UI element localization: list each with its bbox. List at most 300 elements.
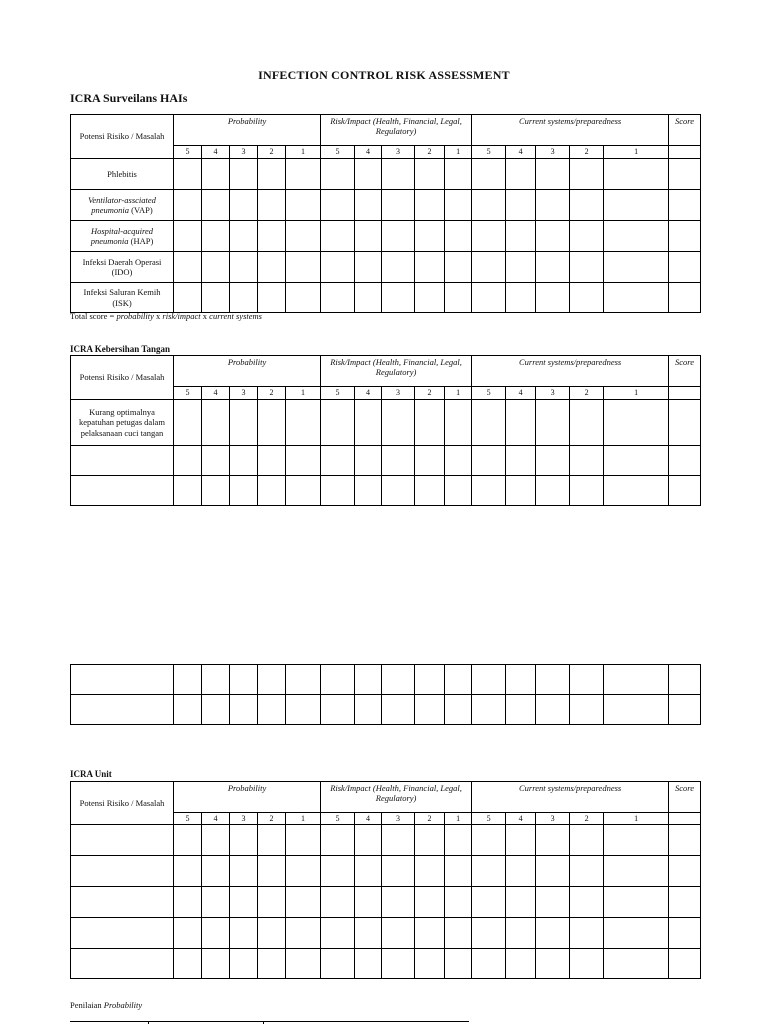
rating-cell[interactable] (445, 221, 472, 252)
rating-cell[interactable] (230, 400, 258, 446)
scale-value: 1 (604, 387, 669, 400)
rating-cell[interactable] (230, 918, 258, 949)
rating-cell[interactable] (230, 887, 258, 918)
rating-cell[interactable] (230, 665, 258, 695)
rating-cell[interactable] (472, 695, 506, 725)
rating-cell[interactable] (445, 665, 472, 695)
rating-cell[interactable] (604, 252, 669, 283)
rating-cell[interactable] (355, 856, 382, 887)
rating-cell[interactable] (445, 825, 472, 856)
rating-cell[interactable] (202, 446, 230, 476)
scale-value: 3 (536, 387, 570, 400)
rating-cell[interactable] (472, 190, 506, 221)
rating-cell[interactable] (570, 252, 604, 283)
rating-cell[interactable] (445, 252, 472, 283)
rating-cell[interactable] (382, 446, 415, 476)
rating-cell[interactable] (472, 476, 506, 506)
rating-cell[interactable] (202, 665, 230, 695)
scale-value: 2 (415, 146, 445, 159)
rating-cell[interactable] (570, 887, 604, 918)
rating-cell[interactable] (472, 283, 506, 313)
rating-cell[interactable] (382, 695, 415, 725)
row-label (71, 887, 174, 918)
rating-cell[interactable] (472, 825, 506, 856)
rating-cell[interactable] (355, 476, 382, 506)
rating-cell[interactable] (506, 221, 536, 252)
rating-cell[interactable] (604, 190, 669, 221)
rating-cell[interactable] (604, 159, 669, 190)
rating-cell[interactable] (604, 221, 669, 252)
row-label (71, 695, 174, 725)
rating-cell[interactable] (415, 887, 445, 918)
scale-value: 4 (202, 387, 230, 400)
footer-probability: Probability (103, 1000, 143, 1010)
score-cell[interactable] (669, 283, 701, 313)
score-cell[interactable] (669, 825, 701, 856)
rating-cell[interactable] (202, 252, 230, 283)
rating-cell[interactable] (258, 159, 286, 190)
rating-cell[interactable] (382, 400, 415, 446)
rating-cell[interactable] (321, 159, 355, 190)
rating-cell[interactable] (570, 446, 604, 476)
rating-cell[interactable] (570, 665, 604, 695)
rating-cell[interactable] (570, 856, 604, 887)
rating-cell[interactable] (445, 856, 472, 887)
rating-cell[interactable] (258, 221, 286, 252)
rating-cell[interactable] (258, 476, 286, 506)
rating-cell[interactable] (536, 159, 570, 190)
scale-value: 2 (415, 813, 445, 825)
rating-cell[interactable] (604, 887, 669, 918)
rating-cell[interactable] (445, 695, 472, 725)
score-subheader (669, 813, 701, 825)
rating-cell[interactable] (506, 252, 536, 283)
rating-cell[interactable] (355, 159, 382, 190)
rating-cell[interactable] (536, 221, 570, 252)
rating-cell[interactable] (382, 887, 415, 918)
rating-cell[interactable] (506, 918, 536, 949)
rating-cell[interactable] (286, 918, 321, 949)
rating-cell[interactable] (445, 476, 472, 506)
header-score: Score (669, 356, 701, 387)
score-cell[interactable] (669, 887, 701, 918)
rating-cell[interactable] (472, 918, 506, 949)
rating-cell[interactable] (570, 918, 604, 949)
rating-cell[interactable] (472, 949, 506, 979)
rating-cell[interactable] (174, 446, 202, 476)
rating-cell[interactable] (286, 825, 321, 856)
rating-cell[interactable] (415, 695, 445, 725)
row-label (71, 665, 174, 695)
rating-cell[interactable] (321, 949, 355, 979)
rating-cell[interactable] (355, 252, 382, 283)
rating-cell[interactable] (230, 476, 258, 506)
scale-value: 2 (415, 387, 445, 400)
header-probability: Probability (174, 115, 321, 146)
rating-cell[interactable] (321, 856, 355, 887)
rating-cell[interactable] (536, 949, 570, 979)
rating-cell[interactable] (506, 283, 536, 313)
rating-cell[interactable] (604, 825, 669, 856)
rating-cell[interactable] (506, 446, 536, 476)
section-title-surveilans: ICRA Surveilans HAIs (70, 91, 188, 105)
rating-cell[interactable] (321, 695, 355, 725)
rating-cell[interactable] (286, 695, 321, 725)
rating-cell[interactable] (286, 400, 321, 446)
scale-value: 5 (321, 146, 355, 159)
scale-value: 4 (355, 387, 382, 400)
rating-cell[interactable] (258, 665, 286, 695)
rating-cell[interactable] (415, 856, 445, 887)
rating-cell[interactable] (472, 252, 506, 283)
rating-cell[interactable] (230, 283, 258, 313)
rating-cell[interactable] (536, 825, 570, 856)
header-probability: Probability (174, 782, 321, 813)
rating-cell[interactable] (415, 949, 445, 979)
rating-cell[interactable] (202, 221, 230, 252)
rating-cell[interactable] (604, 949, 669, 979)
rating-cell[interactable] (174, 695, 202, 725)
rating-cell[interactable] (230, 949, 258, 979)
rating-cell[interactable] (570, 476, 604, 506)
rating-cell[interactable] (202, 476, 230, 506)
rating-cell[interactable] (415, 252, 445, 283)
rating-cell[interactable] (355, 446, 382, 476)
rating-cell[interactable] (202, 949, 230, 979)
rating-cell[interactable] (536, 400, 570, 446)
rating-cell[interactable] (415, 190, 445, 221)
score-cell[interactable] (669, 400, 701, 446)
rating-cell[interactable] (570, 400, 604, 446)
row-suffix: (VAP) (129, 205, 153, 215)
rating-cell[interactable] (321, 252, 355, 283)
rating-cell[interactable] (258, 949, 286, 979)
rating-cell[interactable] (321, 400, 355, 446)
row-text: Hospital-acquired pneumonia (90, 225, 153, 246)
scale-value: 2 (258, 146, 286, 159)
row-label (71, 856, 174, 887)
rating-cell[interactable] (604, 918, 669, 949)
rating-cell[interactable] (202, 190, 230, 221)
rating-cell[interactable] (286, 665, 321, 695)
rating-cell[interactable] (570, 695, 604, 725)
row-label (71, 825, 174, 856)
rating-cell[interactable] (604, 446, 669, 476)
rating-cell[interactable] (506, 159, 536, 190)
rating-cell[interactable] (258, 252, 286, 283)
rating-cell[interactable] (536, 695, 570, 725)
probability-assessment-label (70, 1000, 142, 1010)
rating-cell[interactable] (174, 190, 202, 221)
scale-value: 4 (506, 387, 536, 400)
rating-cell[interactable] (536, 665, 570, 695)
rating-cell[interactable] (230, 825, 258, 856)
rating-cell[interactable] (286, 856, 321, 887)
section-title-kebersihan: ICRA Kebersihan Tangan (70, 344, 171, 354)
score-cell[interactable] (669, 252, 701, 283)
row-label (71, 918, 174, 949)
rating-cell[interactable] (321, 221, 355, 252)
rating-cell[interactable] (382, 856, 415, 887)
rating-cell[interactable] (202, 825, 230, 856)
rating-cell[interactable] (382, 665, 415, 695)
rating-cell[interactable] (382, 190, 415, 221)
scale-value: 2 (570, 813, 604, 825)
scale-value: 4 (355, 813, 382, 825)
footer-prefix: Penilaian (70, 1000, 104, 1010)
rating-cell[interactable] (230, 221, 258, 252)
header-score: Score (669, 115, 701, 146)
rating-cell[interactable] (202, 887, 230, 918)
rating-cell[interactable] (415, 283, 445, 313)
rating-cell[interactable] (536, 252, 570, 283)
rating-cell[interactable] (230, 190, 258, 221)
rating-cell[interactable] (286, 221, 321, 252)
rating-cell[interactable] (258, 856, 286, 887)
rating-cell[interactable] (286, 949, 321, 979)
document-title: INFECTION CONTROL RISK ASSESSMENT (258, 68, 510, 82)
rating-cell[interactable] (445, 446, 472, 476)
scale-value: 1 (286, 387, 321, 400)
scale-value: 1 (445, 146, 472, 159)
rating-cell[interactable] (570, 190, 604, 221)
rating-cell[interactable] (415, 665, 445, 695)
rating-cell[interactable] (415, 221, 445, 252)
scale-value: 3 (382, 146, 415, 159)
rating-cell[interactable] (506, 887, 536, 918)
rating-cell[interactable] (355, 400, 382, 446)
rating-cell[interactable] (506, 665, 536, 695)
header-current-systems: Current systems/preparedness (472, 356, 669, 387)
rating-cell[interactable] (445, 887, 472, 918)
rating-cell[interactable] (355, 887, 382, 918)
rating-cell[interactable] (321, 446, 355, 476)
rating-cell[interactable] (174, 159, 202, 190)
rating-cell[interactable] (382, 159, 415, 190)
rating-cell[interactable] (415, 825, 445, 856)
header-risk-impact: Risk/Impact (Health, Financial, Legal, Regulatory) (321, 782, 472, 813)
rating-cell[interactable] (506, 949, 536, 979)
rating-cell[interactable] (258, 446, 286, 476)
rating-cell[interactable] (258, 695, 286, 725)
rating-cell[interactable] (472, 665, 506, 695)
rating-cell[interactable] (202, 283, 230, 313)
rating-cell[interactable] (472, 221, 506, 252)
score-cell[interactable] (669, 190, 701, 221)
rating-cell[interactable] (321, 476, 355, 506)
rating-cell[interactable] (355, 190, 382, 221)
rating-cell[interactable] (506, 695, 536, 725)
rating-cell[interactable] (382, 252, 415, 283)
row-text: Infeksi Daerah Operasi (IDO) (82, 256, 162, 277)
rating-cell[interactable] (472, 400, 506, 446)
rating-cell[interactable] (415, 476, 445, 506)
rating-cell[interactable] (604, 695, 669, 725)
rating-cell[interactable] (472, 856, 506, 887)
score-cell[interactable] (669, 695, 701, 725)
rating-cell[interactable] (445, 159, 472, 190)
header-score: Score (669, 782, 701, 813)
score-cell[interactable] (669, 856, 701, 887)
rating-cell[interactable] (286, 252, 321, 283)
rating-cell[interactable] (445, 190, 472, 221)
rating-cell[interactable] (202, 400, 230, 446)
row-suffix: (HAP) (128, 236, 154, 246)
rating-cell[interactable] (604, 476, 669, 506)
rating-cell[interactable] (321, 825, 355, 856)
rating-cell[interactable] (258, 190, 286, 221)
rating-cell[interactable] (536, 856, 570, 887)
rating-cell[interactable] (355, 949, 382, 979)
rating-cell[interactable] (415, 159, 445, 190)
row-label (71, 476, 174, 506)
note-risk: risk/impact (162, 311, 201, 321)
rating-cell[interactable] (536, 190, 570, 221)
rating-cell[interactable] (230, 446, 258, 476)
note-probability: probability (116, 311, 154, 321)
rating-cell[interactable] (536, 446, 570, 476)
rating-cell[interactable] (174, 400, 202, 446)
rating-cell[interactable] (382, 825, 415, 856)
rating-cell[interactable] (258, 887, 286, 918)
score-cell[interactable] (669, 665, 701, 695)
rating-cell[interactable] (355, 695, 382, 725)
rating-cell[interactable] (506, 476, 536, 506)
rating-cell[interactable] (286, 476, 321, 506)
rating-cell[interactable] (174, 221, 202, 252)
rating-cell[interactable] (174, 887, 202, 918)
rating-cell[interactable] (506, 825, 536, 856)
rating-cell[interactable] (174, 665, 202, 695)
rating-cell[interactable] (382, 476, 415, 506)
rating-cell[interactable] (570, 825, 604, 856)
rating-cell[interactable] (415, 446, 445, 476)
score-cell[interactable] (669, 446, 701, 476)
scale-value: 5 (321, 813, 355, 825)
rating-cell[interactable] (174, 252, 202, 283)
rating-cell[interactable] (536, 887, 570, 918)
score-subheader (669, 387, 701, 400)
rating-cell[interactable] (355, 665, 382, 695)
rating-cell[interactable] (415, 918, 445, 949)
scale-value: 5 (472, 387, 506, 400)
rating-cell[interactable] (506, 400, 536, 446)
rating-cell[interactable] (202, 856, 230, 887)
score-cell[interactable] (669, 159, 701, 190)
rating-cell[interactable] (174, 949, 202, 979)
note-x1: x (153, 311, 163, 321)
rating-cell[interactable] (445, 949, 472, 979)
rating-cell[interactable] (286, 887, 321, 918)
rating-cell[interactable] (382, 918, 415, 949)
header-risk-impact: Risk/Impact (Health, Financial, Legal, Regulatory) (321, 356, 472, 387)
rating-cell[interactable] (415, 400, 445, 446)
rating-cell[interactable] (570, 159, 604, 190)
rating-cell[interactable] (286, 283, 321, 313)
scale-value: 3 (536, 146, 570, 159)
rating-cell[interactable] (286, 159, 321, 190)
score-cell[interactable] (669, 476, 701, 506)
scale-value: 4 (506, 146, 536, 159)
rating-cell[interactable] (506, 190, 536, 221)
rating-cell[interactable] (604, 283, 669, 313)
rating-cell[interactable] (445, 283, 472, 313)
rating-cell[interactable] (604, 665, 669, 695)
rating-cell[interactable] (355, 825, 382, 856)
rating-cell[interactable] (202, 918, 230, 949)
rating-cell[interactable] (202, 159, 230, 190)
scale-value: 5 (321, 387, 355, 400)
rating-cell[interactable] (536, 283, 570, 313)
rating-cell[interactable] (382, 949, 415, 979)
row-text: Phlebitis (107, 168, 137, 179)
rating-cell[interactable] (230, 695, 258, 725)
scale-value: 4 (202, 813, 230, 825)
rating-cell[interactable] (174, 856, 202, 887)
rating-cell[interactable] (174, 825, 202, 856)
scale-value: 5 (174, 146, 202, 159)
rating-cell[interactable] (321, 918, 355, 949)
scale-value: 2 (570, 146, 604, 159)
rating-cell[interactable] (355, 918, 382, 949)
rating-cell[interactable] (258, 400, 286, 446)
rating-cell[interactable] (202, 695, 230, 725)
rating-cell[interactable] (321, 190, 355, 221)
rating-cell[interactable] (570, 949, 604, 979)
rating-cell[interactable] (286, 446, 321, 476)
rating-cell[interactable] (230, 159, 258, 190)
score-cell[interactable] (669, 949, 701, 979)
rating-cell[interactable] (258, 918, 286, 949)
rating-cell[interactable] (174, 283, 202, 313)
rating-cell[interactable] (472, 887, 506, 918)
rating-cell[interactable] (321, 887, 355, 918)
scale-value: 2 (258, 387, 286, 400)
scale-value: 1 (286, 813, 321, 825)
rating-cell[interactable] (445, 400, 472, 446)
rating-cell[interactable] (506, 856, 536, 887)
rating-cell[interactable] (472, 159, 506, 190)
rating-cell[interactable] (174, 476, 202, 506)
score-cell[interactable] (669, 918, 701, 949)
rating-cell[interactable] (604, 856, 669, 887)
rating-cell[interactable] (321, 665, 355, 695)
rating-cell[interactable] (230, 252, 258, 283)
rating-cell[interactable] (382, 283, 415, 313)
rating-cell[interactable] (604, 400, 669, 446)
rating-cell[interactable] (570, 221, 604, 252)
rating-cell[interactable] (536, 476, 570, 506)
rating-cell[interactable] (230, 856, 258, 887)
rating-cell[interactable] (321, 283, 355, 313)
rating-cell[interactable] (570, 283, 604, 313)
header-probability: Probability (174, 356, 321, 387)
rating-cell[interactable] (174, 918, 202, 949)
rating-cell[interactable] (472, 446, 506, 476)
rating-cell[interactable] (536, 918, 570, 949)
row-label (71, 283, 174, 313)
rating-cell[interactable] (355, 221, 382, 252)
rating-cell[interactable] (258, 283, 286, 313)
scale-value: 2 (258, 813, 286, 825)
scale-value: 1 (604, 813, 669, 825)
rating-cell[interactable] (258, 825, 286, 856)
score-cell[interactable] (669, 221, 701, 252)
rating-cell[interactable] (355, 283, 382, 313)
rating-cell[interactable] (445, 918, 472, 949)
rating-cell[interactable] (286, 190, 321, 221)
rating-cell[interactable] (382, 221, 415, 252)
